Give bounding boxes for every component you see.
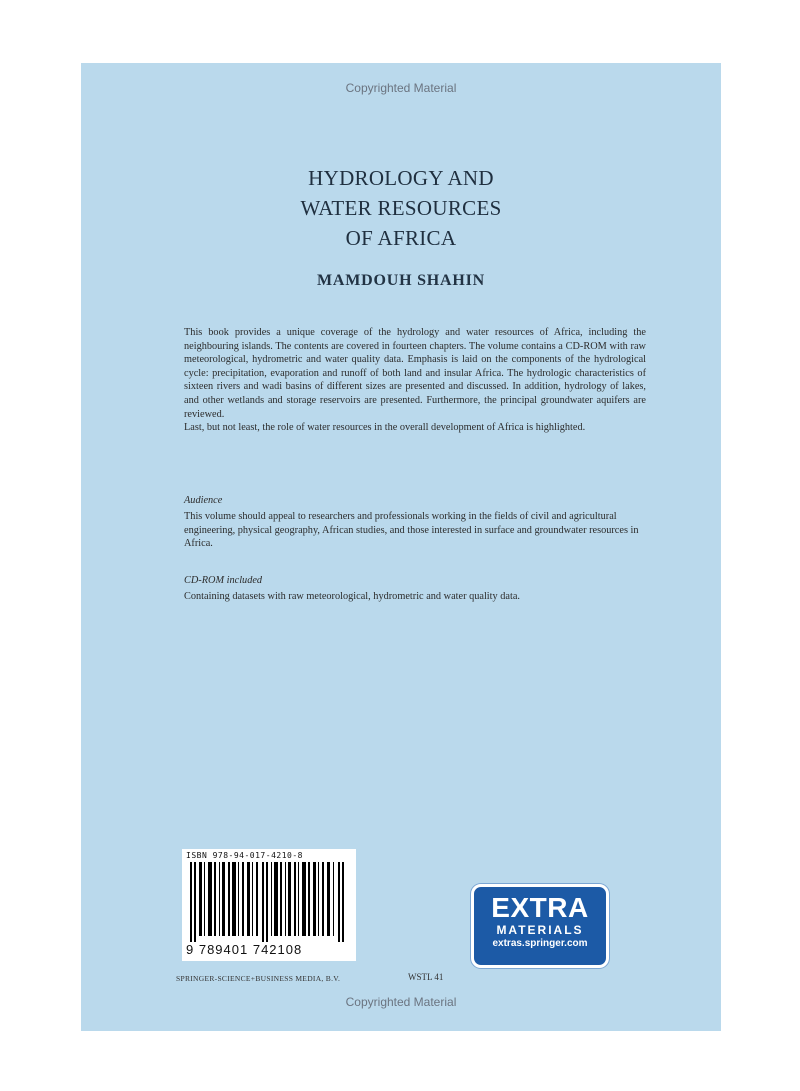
- ean-number: 9 789401 742108: [186, 942, 303, 957]
- badge-url-text: extras.springer.com: [492, 938, 588, 949]
- barcode-bars-icon: [190, 862, 348, 942]
- copyright-watermark-top: Copyrighted Material: [345, 81, 457, 95]
- description-paragraph-2: Last, but not least, the role of water resources in the overall development of Africa is highlighted.: [184, 422, 586, 434]
- badge-materials-text: MATERIALS: [496, 923, 584, 937]
- book-description: [184, 326, 646, 435]
- publisher-name: SPRINGER-SCIENCE+BUSINESS MEDIA, B.V.: [176, 974, 341, 983]
- author-name: MAMDOUH SHAHIN: [316, 272, 486, 289]
- title-line-1: HYDROLOGY AND: [308, 166, 494, 190]
- title-line-2: WATER RESOURCES: [300, 196, 502, 220]
- book-back-cover: [81, 63, 721, 1031]
- audience-heading: Audience: [184, 495, 223, 506]
- extra-materials-badge: [471, 884, 609, 968]
- cdrom-heading: CD-ROM included: [184, 575, 263, 586]
- title-line-3: OF AFRICA: [345, 226, 457, 250]
- isbn-barcode: [182, 849, 356, 961]
- copyright-watermark-bottom: Copyrighted Material: [345, 995, 457, 1009]
- isbn-label: ISBN 978-94-017-4210-8: [186, 851, 303, 860]
- series-code: WSTL 41: [408, 972, 444, 982]
- book-title: [81, 163, 721, 253]
- audience-text: This volume should appeal to researchers and professionals working in the fields of civil and agricultural engineering, physical geography, African studies, and those interested in surface and groundwater resources in Africa.: [184, 511, 639, 550]
- badge-extra-text: EXTRA: [491, 892, 589, 923]
- description-paragraph-1: This book provides a unique coverage of the hydrology and water resources of Africa, including the neighbouring islands. The contents are covered in fourteen chapters. The volume contains a CD-ROM with raw meteorological, hydrometric and water quality data. Emphasis is laid on the components of the hydrological cycle: precipitation, evaporation and runoff of both land and insular Africa. The hydrologic characteristics of sixteen rivers and wadi basins of different sizes are presented and discussed. In addition, hydrology of lakes, and other wetlands and storage reservoirs are presented. Furthermore, the principal groundwater aquifers are reviewed.: [184, 327, 646, 420]
- cdrom-text: Containing datasets with raw meteorological, hydrometric and water quality data.: [184, 591, 520, 602]
